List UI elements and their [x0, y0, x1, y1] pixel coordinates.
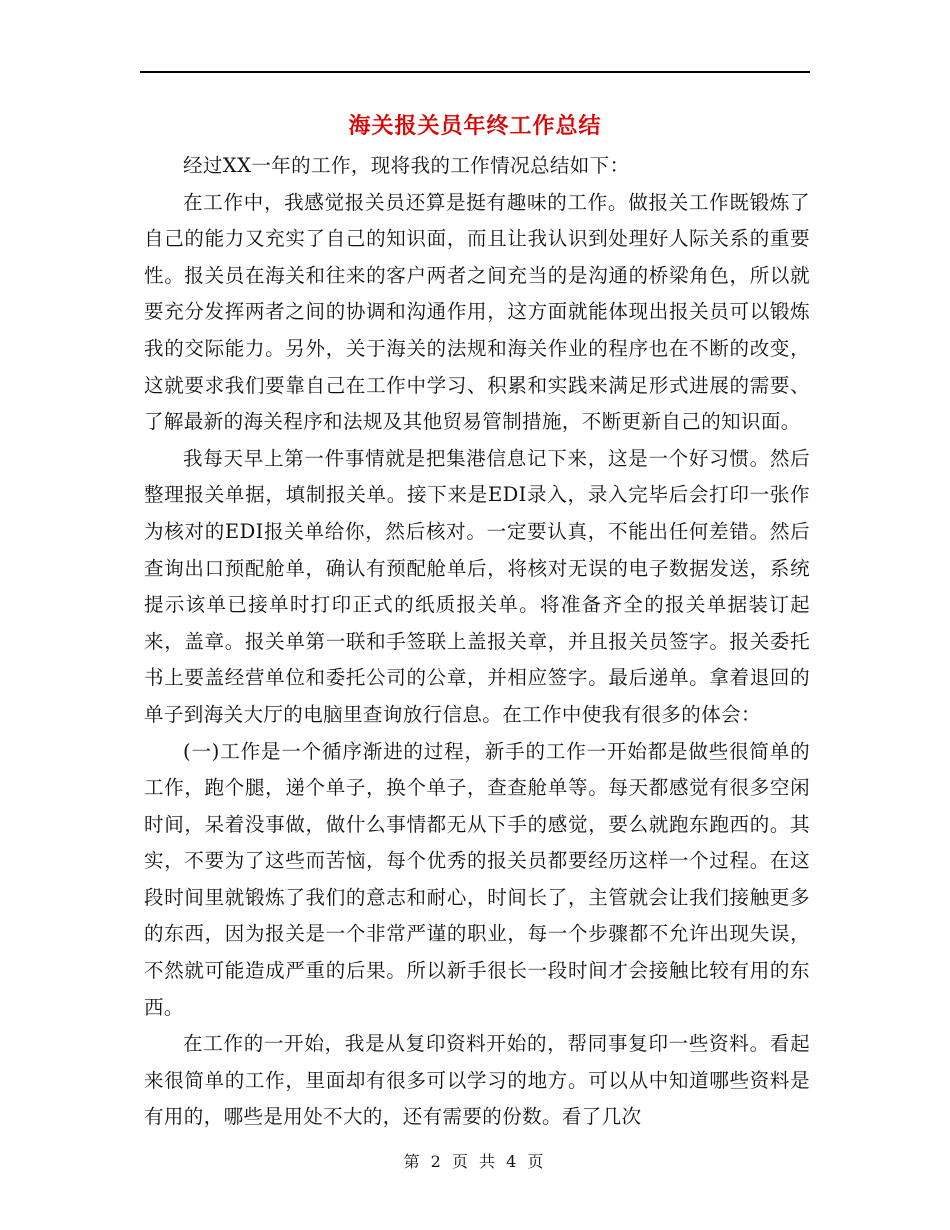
document-title: 海关报关员年终工作总结 [348, 113, 602, 139]
document-body [144, 148, 810, 1136]
paragraph-point-one: (一)工作是一个循序渐进的过程，新手的工作一开始都是做些很简单的工作，跑个腿，递个单子，换个单子，查查舱单等。每天都感觉有很多空闲时间，呆着没事做，做什么事情都无从下手的感觉，要么就跑东跑西的。其实，不要为了这些而苦恼，每个优秀的报关员都要经历这样一个过程。在这段时间里就锻炼了我们的意志和耐心，时间长了，主管就会让我们接触更多的东西，因为报关是一个非常严谨的职业，每一个步骤都不允许出现失误，不然就可能造成严重的后果。所以新手很长一段时间才会接触比较有用的东西。 [144, 739, 810, 1019]
header-rule [140, 71, 810, 73]
paragraph-intro: 经过XX一年的工作，现将我的工作情况总结如下： [183, 154, 630, 177]
paragraph-copying-start: 在工作的一开始，我是从复印资料开始的，帮同事复印一些资料。看起来很简单的工作，里面却有很多可以学习的地方。可以从中知道哪些资料是有用的，哪些是用处不大的，还有需要的份数。看了几次 [144, 1032, 810, 1129]
paragraph-daily-routine: 我每天早上第一件事情就是把集港信息记下来，这是一个好习惯。然后整理报关单据，填制报关单。接下来是EDI录入，录入完毕后会打印一张作为核对的EDI报关单给你，然后核对。一定要认真，不能出任何差错。然后查询出口预配舱单，确认有预配舱单后，将核对无误的电子数据发送，系统提示该单已接单时打印正式的纸质报关单。将准备齐全的报关单据装订起来，盖章。报关单第一联和手签联上盖报关章，并且报关员签字。报关委托书上要盖经营单位和委托公司的公章，并相应签字。最后递单。拿着退回的单子到海关大厅的电脑里查询放行信息。在工作中使我有很多的体会： [144, 446, 810, 726]
paragraph-work-feelings: 在工作中，我感觉报关员还算是挺有趣味的工作。做报关工作既锻炼了自己的能力又充实了自己的知识面，而且让我认识到处理好人际关系的重要性。报关员在海关和往来的客户两者之间充当的是沟通的桥梁角色，所以就要充分发挥两者之间的协调和沟通作用，这方面就能体现出报关员可以锻炼我的交际能力。另外，关于海关的法规和海关作业的程序也在不断的改变，这就要求我们要靠自己在工作中学习、积累和实践来满足形式进展的需要、了解最新的海关程序和法规及其他贸易管制措施，不断更新自己的知识面。 [144, 190, 810, 434]
page-number-footer: 第 2 页 共 4 页 [403, 1152, 547, 1171]
